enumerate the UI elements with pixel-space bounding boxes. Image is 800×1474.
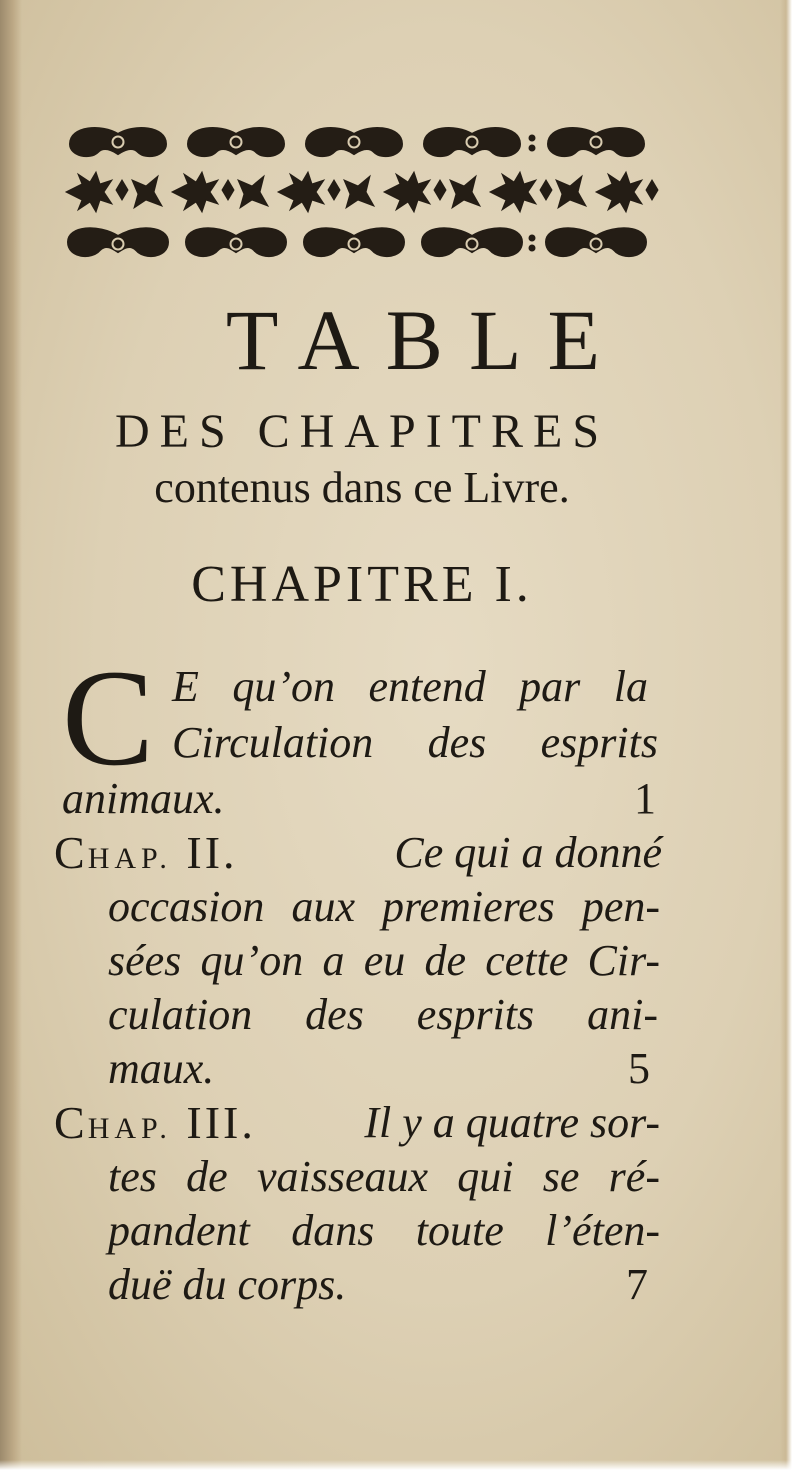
chapter-label-number: III.: [186, 1097, 256, 1148]
toc-entry: [54, 1096, 662, 1336]
chapter-label-initial: C: [54, 1097, 88, 1148]
toc-entry-line: Circulation des esprits: [172, 718, 658, 767]
page-subtitle-secondary: contenus dans ce Livre.: [154, 463, 570, 512]
page-gutter-shadow: [0, 0, 22, 1474]
printer-fleuron-band-icon: [62, 118, 660, 268]
page-number: 1: [634, 774, 656, 823]
page-right-edge: [780, 0, 800, 1474]
toc-entry-line: maux.: [108, 1044, 215, 1093]
toc-entry-header-line: [54, 826, 662, 886]
toc-entry-line: pandent dans toute l’éten-: [108, 1206, 660, 1255]
toc-entry-line: duë du corps.: [108, 1260, 347, 1309]
chapter-label-number: II.: [186, 827, 238, 878]
toc-entry-line: Il y a quatre sor-: [364, 1098, 660, 1147]
toc-entry-line: Ce qui a donné: [394, 828, 662, 877]
chapter-label-smallcaps: HAP.: [87, 1112, 172, 1145]
toc-entry-line: animaux.: [62, 774, 225, 823]
page-bottom-edge: [0, 1460, 800, 1474]
page-subtitle: DES CHAPITRES: [114, 405, 610, 458]
chapter-heading: CHAPITRE I.: [191, 556, 533, 613]
toc-entry-header-line: [54, 1096, 660, 1156]
chapter-label-smallcaps: HAP.: [87, 842, 172, 875]
toc-entry-line: sées qu’on a eu de cette Cir-: [108, 936, 660, 985]
page-number: 5: [628, 1044, 650, 1093]
toc-entry: [54, 826, 662, 1106]
page-number: 7: [626, 1260, 648, 1309]
toc-entry-line: culation des esprits ani-: [108, 990, 658, 1039]
chapter-label: [54, 826, 238, 886]
toc-entry: [62, 641, 662, 826]
chapter-label: [54, 1096, 256, 1156]
toc-entry-line: E qu’on entend par la: [172, 662, 648, 711]
toc-entry-line: occasion aux premieres pen-: [108, 882, 660, 931]
page-title: TABLE: [225, 292, 627, 388]
drop-cap: C: [62, 641, 155, 794]
toc-entry-line: tes de vaisseaux qui se ré-: [108, 1152, 660, 1201]
chapter-label-initial: C: [54, 827, 88, 878]
